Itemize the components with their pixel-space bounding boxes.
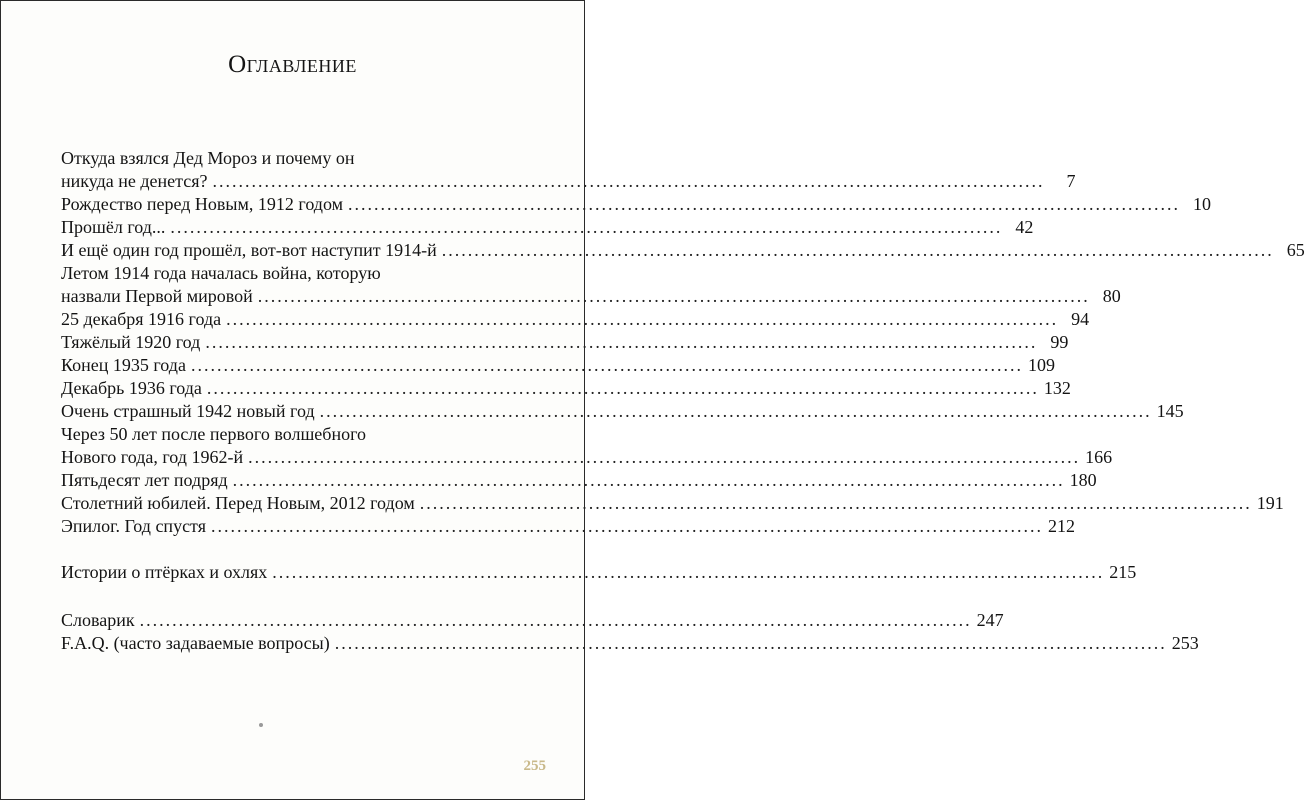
- toc-entry-title: Рождество перед Новым, 1912 годом: [61, 194, 344, 214]
- toc-page-number: 166: [1085, 447, 1113, 467]
- toc-entry-title: И ещё один год прошёл, вот-вот наступит 1914-й: [61, 240, 437, 260]
- toc-entry[interactable]: [61, 492, 1284, 515]
- toc-entry-title: Нового года, год 1962-й: [61, 447, 244, 467]
- toc-entry-title: Конец 1935 года: [61, 355, 186, 375]
- dot-leader: ................................................................................................................................: [257, 286, 1090, 306]
- toc-page-number: 80: [1102, 286, 1121, 306]
- page-title: Оглавление: [228, 51, 357, 78]
- toc-page-number: 215: [1109, 562, 1137, 582]
- dot-leader: ................................................................................................................................: [441, 240, 1274, 260]
- toc-entry-title: Истории о птёрках и охлях: [61, 562, 268, 582]
- toc-entry[interactable]: [61, 262, 1121, 308]
- toc-entry[interactable]: [61, 423, 1113, 469]
- toc-page-number: 65: [1286, 240, 1305, 260]
- toc-page-number: 247: [976, 610, 1004, 630]
- print-mark: [259, 723, 263, 727]
- toc-entry[interactable]: [61, 561, 1137, 584]
- toc-page-number: 94: [1071, 309, 1090, 329]
- dot-leader: ................................................................................................................................: [419, 493, 1252, 513]
- dot-leader: ................................................................................................................................: [232, 470, 1065, 490]
- toc-entry[interactable]: [61, 609, 1004, 632]
- toc-entry[interactable]: [61, 400, 1184, 423]
- toc-page-number: 253: [1171, 633, 1199, 653]
- toc-entry-title: Очень страшный 1942 новый год: [61, 401, 315, 421]
- toc-page-number: 132: [1043, 378, 1071, 398]
- toc-entry[interactable]: [61, 331, 1069, 354]
- dot-leader: ................................................................................................................................: [139, 610, 972, 630]
- dot-leader: ................................................................................................................................: [226, 309, 1059, 329]
- dot-leader: ................................................................................................................................: [212, 171, 1045, 191]
- dot-leader: ................................................................................................................................: [272, 562, 1105, 582]
- dot-leader: ................................................................................................................................: [319, 401, 1152, 421]
- toc-entry[interactable]: [61, 354, 1055, 377]
- toc-entry-title: Тяжёлый 1920 год: [61, 332, 201, 352]
- toc-page-number: 42: [1015, 217, 1034, 237]
- dot-leader: ................................................................................................................................: [205, 332, 1038, 352]
- toc-entry[interactable]: [61, 193, 1212, 216]
- dot-leader: ................................................................................................................................: [248, 447, 1081, 467]
- toc-page-number: 191: [1256, 493, 1284, 513]
- page-number: 255: [523, 758, 546, 774]
- toc-page-number: 7: [1066, 171, 1076, 191]
- toc-page-number: 145: [1156, 401, 1184, 421]
- section-spacer: [61, 584, 548, 609]
- toc-entry-title-line1: Откуда взялся Дед Мороз и почему он: [61, 148, 355, 168]
- toc-entry-title-line1: Летом 1914 года началась война, которую: [61, 263, 381, 283]
- toc-entry-title: никуда не денется?: [61, 171, 208, 191]
- toc-entry[interactable]: [61, 216, 1034, 239]
- dot-leader: ................................................................................................................................: [170, 217, 1003, 237]
- toc-entry[interactable]: [61, 147, 1076, 193]
- dot-leader: ................................................................................................................................: [348, 194, 1181, 214]
- toc-page-number: 109: [1027, 355, 1055, 375]
- toc-entry[interactable]: [61, 632, 1199, 655]
- toc-entry-title: Декабрь 1936 года: [61, 378, 202, 398]
- dot-leader: ................................................................................................................................: [210, 516, 1043, 536]
- toc-entry-title: назвали Первой мировой: [61, 286, 253, 306]
- dot-leader: ................................................................................................................................: [190, 355, 1023, 375]
- toc-entry-title: Прошёл год...: [61, 217, 166, 237]
- toc-entry[interactable]: [61, 308, 1090, 331]
- toc-entry-title-line1: Через 50 лет после первого волшебного: [61, 424, 367, 444]
- toc-page-number: 10: [1193, 194, 1212, 214]
- toc-entry-title: Словарик: [61, 610, 135, 630]
- toc-page-number: 99: [1050, 332, 1069, 352]
- table-of-contents: [61, 147, 1305, 655]
- toc-entry-title: Пятьдесят лет подряд: [61, 470, 228, 490]
- toc-entry-title: Столетний юбилей. Перед Новым, 2012 годом: [61, 493, 415, 513]
- toc-entry-title: F.A.Q. (часто задаваемые вопросы): [61, 633, 330, 653]
- dot-leader: ................................................................................................................................: [334, 633, 1167, 653]
- section-spacer: [61, 538, 548, 561]
- toc-entry-title: Эпилог. Год спустя: [61, 516, 206, 536]
- toc-entry[interactable]: [61, 377, 1071, 400]
- toc-entry[interactable]: [61, 239, 1305, 262]
- toc-page-number: 212: [1047, 516, 1075, 536]
- dot-leader: ................................................................................................................................: [206, 378, 1039, 398]
- toc-entry[interactable]: [61, 515, 1075, 538]
- toc-page-number: 180: [1069, 470, 1097, 490]
- toc-entry[interactable]: [61, 469, 1097, 492]
- toc-entry-title: 25 декабря 1916 года: [61, 309, 222, 329]
